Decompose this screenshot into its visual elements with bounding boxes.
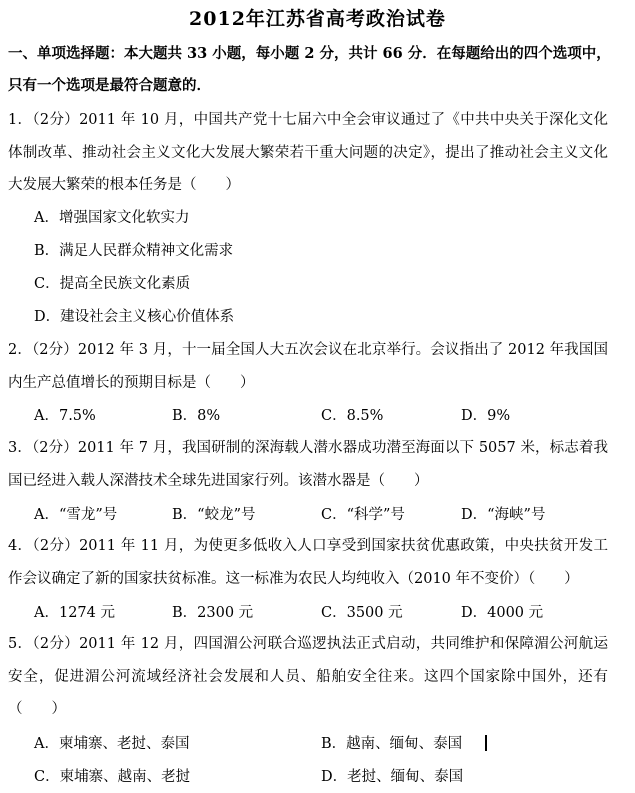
question-3-option-c: C．“科学”号 <box>321 507 405 523</box>
question-3-option-a: A．“雪龙”号 <box>34 507 118 523</box>
question-3-option-d: D．“海峡”号 <box>461 507 546 523</box>
question-2-stem: 2．（2分）2012 年 3 月，十一届全国人大五次会议在北京举行。会议指出了 2012 年我国国内生产总值增长的预期目标是（ ） <box>8 342 608 391</box>
question-1-option-b: B．满足人民群众精神文化需求 <box>34 243 234 259</box>
question-4-stem: 4．（2分）2011 年 11 月，为使更多低收入人口享受到国家扶贫优惠政策，中央扶贫开发工作会议确定了新的国家扶贫标准。这一标准为农民人均纯收入（2010 年不变价）（ ） <box>8 538 608 587</box>
question-4-option-a: A．1274 元 <box>34 605 115 621</box>
question-4-option-b: B．2300 元 <box>172 605 254 621</box>
question-2-option-c: C．8.5% <box>321 408 384 424</box>
question-5-option-a: A．柬埔寨、老挝、泰国 <box>34 736 190 752</box>
question-2-option-b: B．8% <box>172 408 221 424</box>
question-1-option-a: A．增强国家文化软实力 <box>34 210 190 226</box>
question-2-option-d: D．9% <box>461 408 511 424</box>
question-2-option-a: A．7.5% <box>34 408 96 424</box>
question-3-option-b: B．“蛟龙”号 <box>172 507 256 523</box>
question-4-option-c: C．3500 元 <box>321 605 403 621</box>
question-4-option-d: D．4000 元 <box>461 605 544 621</box>
question-1-stem: 1．（2分）2011 年 10 月，中国共产党十七届六中全会审议通过了《中共中央关于深化文化体制改革、推动社会主义文化大发展大繁荣若干重大问题的决定》，提出了推动社会主义文化大发展大繁荣的根本任务是（ ） <box>8 112 608 193</box>
question-5-option-d: D．老挝、缅甸、泰国 <box>321 769 464 785</box>
section-heading-line2: 只有一个选项是最符合题意的． <box>8 77 211 94</box>
question-1-option-d: D．建设社会主义核心价值体系 <box>34 309 235 325</box>
question-5-option-b: B．越南、缅甸、泰国 <box>321 736 463 752</box>
page-title: 2012年江苏省高考政治试卷 <box>189 8 446 30</box>
question-1-option-c: C．提高全民族文化素质 <box>34 276 191 292</box>
question-3-stem: 3．（2分）2011 年 7 月，我国研制的深海载人潜水器成功潜至海面以下 5057 米，标志着我国已经进入载人深潜技术全球先进国家行列。该潜水器是（ ） <box>8 440 608 489</box>
question-5-stem: 5．（2分）2011 年 12 月，四国湄公河联合巡逻执法正式启动，共同维护和保障湄公河航运安全，促进湄公河流域经济社会发展和人员、船舶安全往来。这四个国家除中国外，还有（ ） <box>8 636 608 717</box>
question-5-option-c: C．柬埔寨、越南、老挝 <box>34 769 191 785</box>
text-cursor <box>485 735 487 751</box>
section-heading-line1: 一、单项选择题：本大题共 33 小题，每小题 2 分，共计 66 分．在每题给出的四个选项中， <box>8 45 611 62</box>
